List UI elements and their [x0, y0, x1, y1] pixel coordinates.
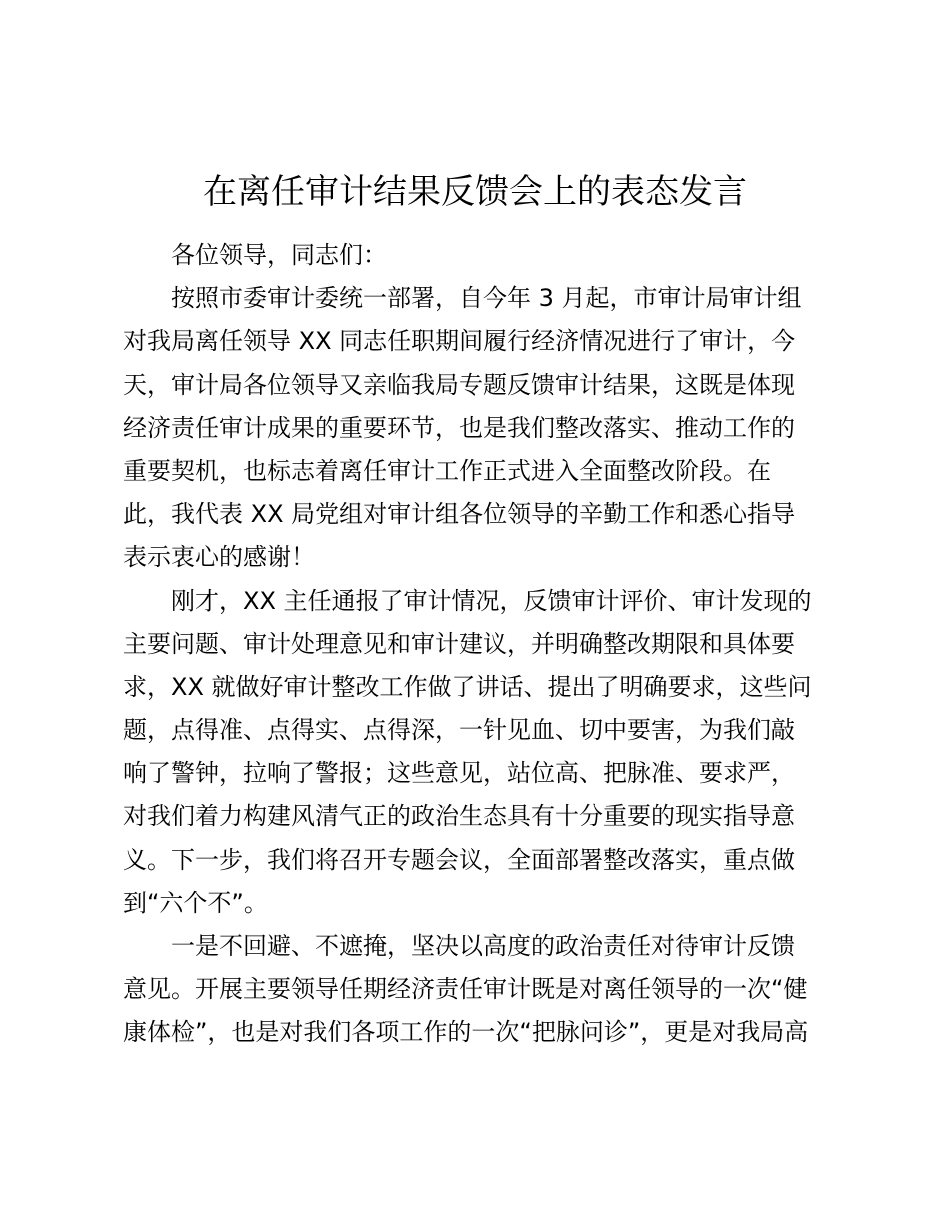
- text-line: 到“六个不”。: [123, 888, 268, 917]
- text-line: 题，点得准、点得实、点得深，一针见血、切中要害，为我们敲: [123, 716, 795, 745]
- text-line: 义。下一步，我们将召开专题会议，全面部署整改落实，重点做: [123, 845, 795, 874]
- text-line: 表示衷心的感谢！: [123, 543, 315, 572]
- text-line: 天，审计局各位领导又亲临我局专题反馈审计结果，这既是体现: [123, 370, 795, 399]
- text-line: 对我局离任领导 XX 同志任职期间履行经济情况进行了审计，今: [123, 327, 796, 356]
- text-line: 响了警钟，拉响了警报；这些意见，站位高、把脉准、要求严，: [123, 759, 795, 788]
- text-line: 对我们着力构建风清气正的政治生态具有十分重要的现实指导意: [123, 802, 795, 831]
- text-line: 一是不回避、不遮掩，坚决以高度的政治责任对待审计反馈: [171, 932, 795, 960]
- text-line: 此，我代表 XX 局党组对审计组各位领导的辛勤工作和悉心指导: [123, 500, 796, 529]
- text-line: 康体检”，也是对我们各项工作的一次“把脉问诊”，更是对我局高: [123, 1018, 809, 1047]
- text-line: 经济责任审计成果的重要环节，也是我们整改落实、推动工作的: [123, 413, 795, 442]
- text-line: 刚才，XX 主任通报了审计情况，反馈审计评价、审计发现的: [171, 586, 812, 615]
- text-line: 重要契机，也标志着离任审计工作正式进入全面整改阶段。在: [123, 456, 771, 485]
- document-title: 在离任审计结果反馈会上的表态发言: [203, 172, 747, 212]
- document-body: [123, 234, 843, 1055]
- text-line: 意见。开展主要领导任期经济责任审计既是对离任领导的一次“健: [123, 975, 808, 1004]
- text-line: 主要问题、审计处理意见和审计建议，并明确整改期限和具体要: [123, 629, 795, 658]
- text-line: 求，XX 就做好审计整改工作做了讲话、提出了明确要求，这些问: [123, 672, 812, 701]
- text-line: 按照市委审计委统一部署，自今年 3 月起，市审计局审计组: [171, 284, 802, 313]
- text-line: 各位领导，同志们：: [171, 241, 387, 269]
